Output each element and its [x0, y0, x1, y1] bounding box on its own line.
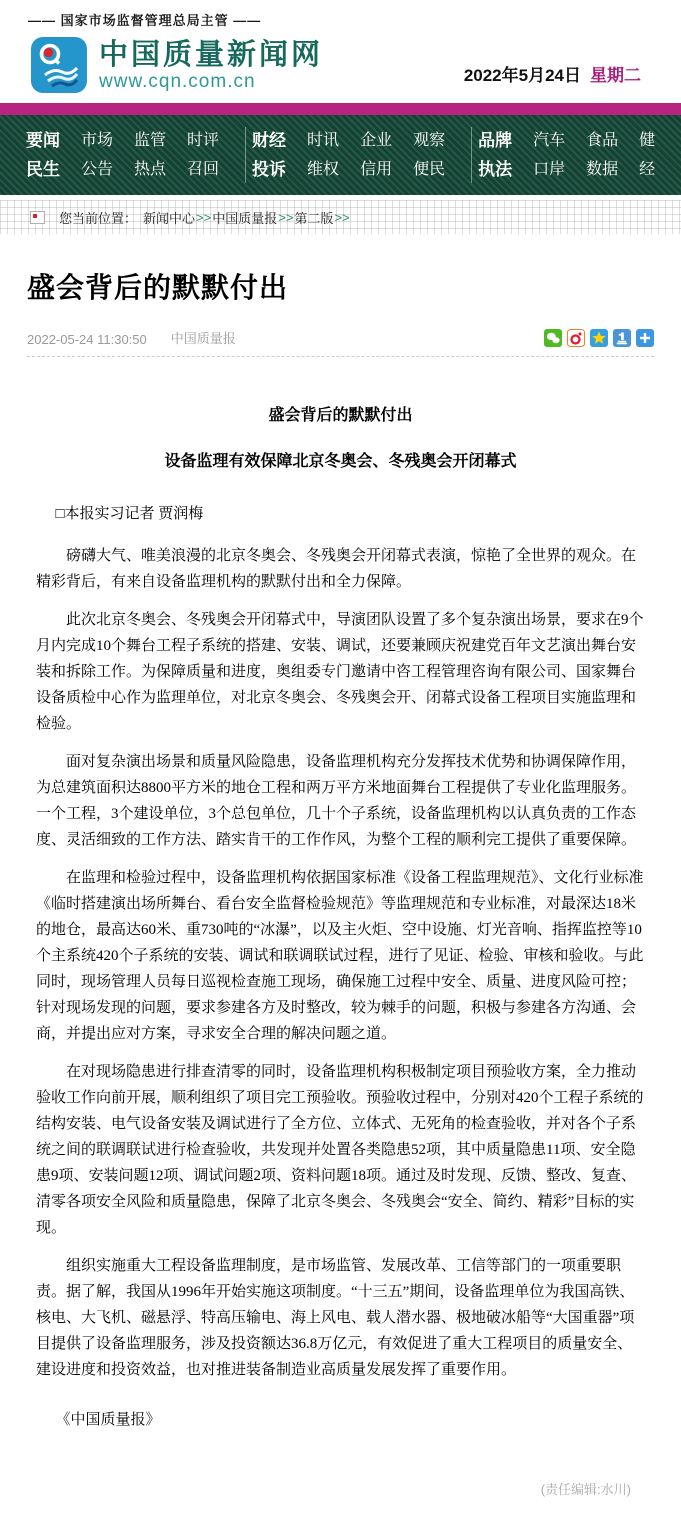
nav-item-shipin[interactable]: 食品 — [586, 131, 619, 149]
nav-item-bianmin[interactable]: 便民 — [413, 160, 446, 178]
nav-group-3 — [478, 131, 655, 180]
nav-item-pinpai[interactable]: 品牌 — [478, 130, 513, 150]
article-source: 中国质量报 — [170, 331, 236, 346]
body-heading-sub: 设备监理有效保障北京冬奥会、冬残奥会开闭幕式 — [164, 453, 517, 470]
article-paragraph: 在监理和检验过程中，设备监理机构依据国家标准《设备工程监理规范》、文化行业标准《临时搭建演出场所舞台、看台安全监督检验规范》等监理规范和专业标准，对最深达18米的地仓，最高达60米、重730吨的“冰瀑”，以及主火炬、空中设施、灯光音响、指挥监控等10个主系统420个子系统的安装、调试和联调联试过程，进行了见证、检验、审核和验收。与此同时，现场管理人员每日巡视检查施工现场，确保施工过程中安全、质量、进度风险可控；针对现场发现的问题，要求参建各方及时整改，较为棘手的问题，积极与参建各方沟通、会商，并提出应对方案，寻求安全合理的解决问题之道。 — [36, 870, 644, 1042]
nav-group-2 — [252, 131, 445, 180]
nav-item-gonggao[interactable]: 公告 — [81, 160, 114, 178]
article-meta — [27, 328, 654, 357]
site-header — [0, 29, 681, 103]
nav-item-weiquan[interactable]: 维权 — [307, 160, 340, 178]
main-nav — [0, 115, 681, 195]
nav-item-shichang[interactable]: 市场 — [81, 131, 114, 149]
supervisor-line — [0, 0, 681, 29]
article-paragraph: 组织实施重大工程设备监理制度，是市场监管、发展改革、工信等部门的一项重要职责。据了解，我国从1996年开始实施这项制度。“十三五”期间，设备监理单位为我国高铁、核电、大飞机、磁悬浮、特高压输电、海上风电、载人潜水器、极地破冰船等“大国重器”项目提供了设备监理服务，涉及投资额达36.8万亿元，有效促进了重大工程项目的质量安全、建设进度和投资效益，也对推进装备制造业高质量发展发挥了重要作用。 — [36, 1258, 635, 1378]
supervisor-text: 国家市场监督管理总局主管 — [60, 13, 229, 28]
nav-item-minsheng[interactable]: 民生 — [26, 159, 60, 179]
broken-image-icon — [30, 211, 45, 224]
qzone-share-icon[interactable] — [590, 329, 608, 347]
nav-item-kouan[interactable]: 口岸 — [533, 160, 566, 178]
share-toolbar — [544, 329, 654, 347]
magenta-divider-bar — [0, 103, 681, 115]
nav-item-zhaohui[interactable]: 召回 — [187, 160, 220, 178]
nav-item-shixun[interactable]: 时讯 — [307, 131, 340, 149]
nav-item-qiye[interactable]: 企业 — [360, 131, 393, 149]
article-paragraph: 面对复杂演出场景和质量风险隐患，设备监理机构充分发挥技术优势和协调保障作用，为总建筑面积达8800平方米的地仓工程和两万平方米地面舞台工程提供了专业化监理服务。一个工程，3个建设单位，3个总包单位，几十个子系统，设备监理机构以认真负责的工作态度、灵活细致的工作方法、踏实肯干的工作作风，为整个工程的顺利完工提供了重要保障。 — [36, 754, 637, 848]
weibo-share-icon[interactable] — [567, 329, 585, 347]
header-date — [464, 45, 681, 86]
author-line: □本报实习记者 贾润梅 — [55, 506, 204, 522]
nav-item-zhifa[interactable]: 执法 — [478, 159, 513, 179]
breadcrumb-separator: >> — [334, 209, 350, 225]
wechat-share-icon[interactable] — [544, 329, 562, 347]
more-share-icon[interactable] — [636, 329, 654, 347]
nav-item-xinyong[interactable]: 信用 — [360, 160, 393, 178]
rank1-share-icon[interactable] — [613, 329, 631, 347]
nav-separator — [471, 127, 472, 183]
article-paragraph: 此次北京冬奥会、冬残奥会开闭幕式中，导演团队设置了多个复杂演出场景，要求在9个月内完成10个舞台工程子系统的搭建、安装、调试，还要兼顾庆祝建党百年文艺演出舞台安装和拆除工作。为保障质量和进度，奥组委专门邀请中咨工程管理咨询有限公司、国家舞台设备质检中心作为监理单位，对北京冬奥会、冬残奥会开、闭幕式设备工程项目实施监理和检验。 — [36, 612, 644, 732]
nav-item-shuju[interactable]: 数据 — [586, 160, 619, 178]
breadcrumb-label: 您当前位置： — [59, 210, 138, 226]
page-title: 盛会背后的默默付出 — [27, 272, 289, 303]
site-logo-icon[interactable] — [30, 36, 88, 94]
nav-item-shiping[interactable]: 时评 — [187, 131, 220, 149]
article-paragraph: 磅礴大气、唯美浪漫的北京冬奥会、冬残奥会开闭幕式表演，惊艳了全世界的观众。在精彩背后，有来自设备监理机构的默默付出和全力保障。 — [36, 548, 637, 590]
nav-separator — [245, 127, 246, 183]
nav-item-tousu[interactable]: 投诉 — [252, 159, 287, 179]
nav-group-1 — [0, 131, 219, 180]
site-title-block[interactable] — [99, 39, 323, 92]
nav-item-caijing[interactable]: 财经 — [252, 130, 287, 150]
nav-item-qiche[interactable]: 汽车 — [533, 131, 566, 149]
paper-reference: 《中国质量报》 — [55, 1412, 161, 1428]
breadcrumb-separator: >> — [196, 209, 212, 225]
nav-item-redian[interactable]: 热点 — [134, 160, 167, 178]
date-text: 2022年5月24日 — [463, 65, 581, 85]
nav-item-yaowen[interactable]: 要闻 — [26, 130, 60, 150]
nav-item-guancha[interactable]: 观察 — [413, 131, 446, 149]
nav-item-jianguan[interactable]: 监管 — [134, 131, 167, 149]
nav-item-jian[interactable]: 健 — [639, 131, 656, 149]
article-paragraph: 在对现场隐患进行排查清零的同时，设备监理机构积极制定项目预验收方案，全力推动验收工作向前开展，顺利组织了项目完工预验收。预验收过程中，分别对420个工程子系统的结构安装、电气设备安装及调试进行了全方位、立体式、无死角的检查验收，并对各个子系统之间的联调联试进行检查验收，共发现并处置各类隐患52项，其中质量隐患11项、安全隐患9项、安装问题12项、调试问题2项、资料问题18项。通过及时发现、反馈、整改、复查、清零各项安全风险和质量隐患，保障了北京冬奥会、冬残奥会“安全、简约、精彩”目标的实现。 — [36, 1064, 644, 1236]
body-heading-main: 盛会背后的默默付出 — [268, 407, 413, 424]
dash-left: —— — [28, 13, 56, 28]
site-url[interactable]: www.cqn.com.cn — [99, 70, 256, 92]
breadcrumb — [0, 200, 681, 234]
site-name[interactable]: 中国质量新闻网 — [99, 38, 324, 71]
weekday-text: 星期二 — [590, 65, 641, 85]
breadcrumb-separator: >> — [278, 209, 294, 225]
article-container — [0, 266, 681, 1498]
dash-right: —— — [233, 13, 262, 28]
breadcrumb-link-page-two[interactable]: 第二版 — [294, 210, 334, 226]
breadcrumb-link-news-center[interactable]: 新闻中心 — [143, 210, 196, 226]
publish-datetime: 2022-05-24 11:30:50 — [27, 332, 147, 347]
editor-credit: (责任编辑:水川) — [540, 1482, 631, 1497]
article-body — [36, 403, 645, 1433]
breadcrumb-link-quality-daily[interactable]: 中国质量报 — [212, 210, 278, 226]
nav-item-jing[interactable]: 经 — [639, 160, 656, 178]
